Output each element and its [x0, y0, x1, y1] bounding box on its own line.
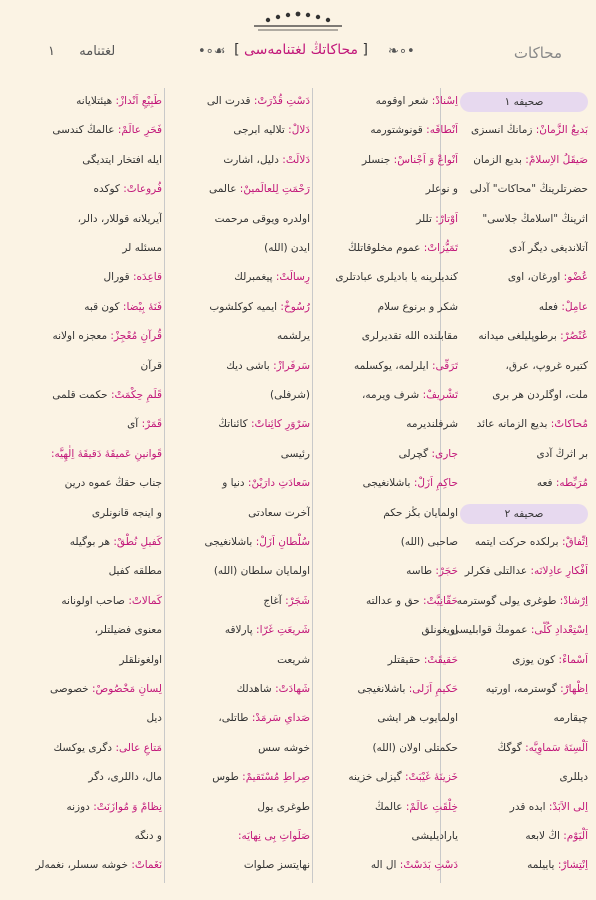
glossary-entry	[22, 825, 162, 847]
glossary-definition: اثرینڭ "اسلامڭ جلاسى"	[482, 212, 588, 225]
glossary-definition: پارلاقه	[224, 624, 257, 637]
glossary-term: اِسْتِعْدادِ كُلّی:	[530, 624, 588, 637]
glossary-entry	[448, 384, 588, 406]
glossary-definition: كائناتڭ	[218, 418, 252, 431]
glossary-term: دَسْتِ قُدْرَتْ:	[253, 95, 310, 107]
glossary-definition: و دنگه	[134, 830, 162, 842]
glossary-entry	[318, 854, 458, 876]
glossary-entry	[170, 590, 310, 612]
glossary-definition: طوغرى یولى گوسترمه	[456, 594, 560, 607]
glossary-entry	[318, 502, 458, 524]
glossary-definition: صاحبى (الله)	[400, 536, 458, 548]
glossary-entry	[318, 296, 458, 318]
header-ornament	[248, 8, 348, 34]
glossary-entry	[448, 825, 588, 847]
glossary-column-4	[22, 90, 162, 890]
glossary-term: اَلْیَوْم:	[563, 830, 588, 842]
glossary-entry	[22, 531, 162, 553]
glossary-definition: ایمیه كوكلشوب	[209, 300, 281, 313]
header-left	[48, 44, 115, 59]
glossary-definition: شرف ویرمه،	[361, 389, 423, 401]
glossary-term: رَحْمَتِ لِلعالَمینْ:	[239, 183, 310, 196]
glossary-term: اِلی الاَبَدْ:	[548, 800, 588, 813]
column-divider	[312, 88, 313, 883]
glossary-term: نِظامْ وَ مُوازَنَتْ:	[93, 800, 162, 813]
glossary-definition: اورغان، اوی	[507, 271, 564, 284]
glossary-term: عُضْو:	[563, 271, 588, 284]
glossary-definition: یارادیلیشى	[411, 830, 458, 842]
glossary-entry	[318, 266, 458, 288]
glossary-term: رُسُوخْ:	[280, 300, 310, 313]
glossary-definition: دگرى یوكسك	[53, 741, 116, 754]
glossary-definition: شریعت	[277, 653, 310, 666]
glossary-entry	[22, 707, 162, 729]
glossary-term: صَدایِ سَرمَدْ:	[251, 712, 310, 725]
glossary-definition: شاهدلك	[236, 683, 276, 695]
glossary-definition: فعه	[536, 477, 556, 490]
column-divider	[164, 88, 165, 883]
glossary-definition: قرآن	[140, 359, 162, 372]
glossary-entry	[448, 619, 588, 641]
glossary-entry	[448, 796, 588, 818]
glossary-definition: اولدره ویوقى مرحمت	[214, 212, 310, 225]
glossary-term: تَشْریفْ:	[422, 389, 458, 401]
glossary-definition: بر اثرڭ آدى	[536, 447, 588, 460]
glossary-definition: جناب حقڭ عموه درين	[64, 477, 162, 490]
glossary-entry	[448, 413, 588, 435]
glossary-definition: باشلانغیجى	[357, 683, 409, 695]
glossary-term: شَهادَتْ:	[275, 683, 310, 695]
glossary-definition: زمانڭ انسىزى	[471, 124, 536, 137]
glossary-definition: گوگڭ	[497, 741, 526, 754]
glossary-definition: و اينجه قانونلرى	[91, 506, 162, 519]
glossary-entry	[22, 766, 162, 788]
glossary-entry	[318, 119, 458, 141]
glossary-definition: عالمڭ	[374, 800, 406, 813]
glossary-definition: هر بوگیله	[69, 536, 114, 548]
glossary-definition: آغاج	[263, 594, 286, 607]
glossary-entry	[22, 649, 162, 671]
glossary-term: اِنْتِشارْ:	[557, 859, 588, 872]
glossary-definition: دنیا و	[222, 477, 248, 490]
glossary-definition: كون قبه	[84, 300, 123, 313]
glossary-entry	[318, 796, 458, 818]
glossary-term: فَحَرِ عالَمْ:	[117, 124, 162, 137]
glossary-definition: باشلانغیجى	[204, 536, 256, 548]
glossary-term: صَلَواتِ بِی نِهایَه:	[237, 830, 310, 842]
glossary-entry	[448, 766, 588, 788]
glossary-entry	[170, 119, 310, 141]
glossary-definition: اویغونلق	[421, 624, 458, 637]
glossary-definition: قورال	[103, 271, 133, 284]
glossary-term: تَمَیُّزاتْ:	[423, 242, 458, 254]
glossary-term: حَقیقَتْ:	[423, 653, 458, 666]
glossary-definition: عالمى	[208, 183, 240, 196]
glossary-term: قَلَمِ حِكْمَتْ:	[110, 389, 162, 401]
glossary-definition: اولمایان سلطان (الله)	[213, 565, 310, 578]
glossary-term: سَرْوَرِ كائِناتْ:	[251, 418, 310, 431]
glossary-definition: كتیره غروپ، عرق،	[505, 359, 588, 372]
glossary-entry	[318, 384, 458, 406]
glossary-definition: دلیل، اشارت	[223, 153, 283, 166]
glossary-term: صِراطِ مُسْتَقیمْ:	[242, 771, 310, 784]
glossary-term: عُنْصُرْ:	[560, 330, 588, 343]
glossary-entry	[448, 296, 588, 318]
glossary-entry	[170, 796, 310, 818]
glossary-definition: حكمتلى اولان (الله)	[372, 741, 458, 754]
glossary-entry	[170, 825, 310, 847]
glossary-entry	[318, 149, 458, 171]
glossary-definition: جنسلر	[362, 153, 394, 166]
glossary-term: اَنْواعْ وَ اَجْناسْ:	[393, 153, 458, 166]
glossary-definition: حق و عدالته	[366, 594, 424, 607]
glossary-term: جاری:	[431, 447, 458, 460]
glossary-entry	[318, 443, 458, 465]
glossary-definition: چیقارمه	[553, 712, 588, 725]
glossary-entry	[318, 237, 458, 259]
glossary-term: دَسْتِ بَدَسْتْ:	[399, 859, 458, 872]
glossary-definition: پیغمبرلك	[234, 271, 276, 284]
glossary-definition: طاتلى،	[218, 712, 252, 725]
glossary-term: صَیقَلُ الاِسلامْ:	[525, 153, 588, 166]
glossary-definition: حكمت قلمى	[52, 389, 111, 401]
glossary-entry	[318, 678, 458, 700]
glossary-definition: ایلرلمه، یوكسلمه	[354, 359, 432, 372]
glossary-entry	[170, 325, 310, 347]
glossary-definition: عموم مخلوقاتلڭ	[347, 242, 424, 254]
glossary-definition: بدیع الزمانه عائد	[476, 418, 551, 431]
glossary-term: كَفیلِ نُطْقْ:	[113, 536, 162, 548]
glossary-term: كَمالاتْ:	[128, 594, 162, 607]
glossary-entry	[170, 766, 310, 788]
glossary-definition: قدرت الى	[206, 95, 254, 107]
glossary-entry	[170, 208, 310, 230]
glossary-term: بَدیعُ الزَّمانْ:	[535, 124, 588, 137]
page-title-text: محاكاتڭ لغتنامەسى	[243, 42, 359, 58]
glossary-entry	[448, 266, 588, 288]
glossary-term: حَكیمِ اَزَلی:	[408, 683, 458, 695]
glossary-entry	[22, 443, 162, 465]
glossary-definition: حقیقتلر	[387, 653, 424, 666]
glossary-definition: تللر	[416, 212, 436, 225]
glossary-term: مُحاكاتْ:	[550, 418, 588, 431]
glossary-definition: آى	[127, 418, 142, 431]
glossary-definition: (شرفلى)	[269, 389, 310, 401]
glossary-entry	[170, 707, 310, 729]
glossary-term: حَجَرْ:	[435, 565, 458, 578]
glossary-entry	[170, 355, 310, 377]
glossary-definition: بدیع الزمان	[473, 153, 526, 166]
glossary-entry	[22, 737, 162, 759]
glossary-term: طَبِیْعِ اَنْدازْ:	[115, 95, 162, 107]
glossary-definition: هیئتلایانه	[76, 95, 116, 107]
glossary-term: لِسانِ مَخْصُوصْ:	[92, 683, 162, 695]
glossary-entry	[170, 678, 310, 700]
glossary-entry	[22, 560, 162, 582]
glossary-entry	[170, 237, 310, 259]
glossary-entry	[318, 531, 458, 553]
glossary-term: فَنَهٔ بِیْضا:	[122, 300, 162, 313]
page-header	[0, 38, 596, 74]
glossary-definition: ال اله	[370, 859, 400, 872]
glossary-entry	[22, 237, 162, 259]
glossary-entry	[170, 90, 310, 112]
glossary-entry	[318, 208, 458, 230]
glossary-entry	[170, 472, 310, 494]
glossary-term: شَریعَتِ غَرّا:	[256, 624, 310, 637]
page-section-badge: صحیفه ٢	[460, 504, 588, 524]
glossary-term: سَعادَتِ دارَیْنْ:	[247, 477, 310, 490]
glossary-entry	[448, 590, 588, 612]
glossary-term: اِرْشادْ:	[559, 594, 588, 607]
title-flourish-left-icon: •∘☙	[198, 44, 226, 59]
glossary-term: اِظْهارْ:	[560, 683, 588, 695]
glossary-entry	[448, 119, 588, 141]
glossary-entry	[170, 296, 310, 318]
glossary-term: اَسْماءْ:	[558, 653, 588, 666]
glossary-definition: عالمڭ كندسى	[52, 124, 118, 137]
glossary-term: قَوانینِ عَمیقَهٔ دَقیقَهٔ اِلٰهِیَّه:	[51, 447, 162, 460]
glossary-definition: اولغونلقلر	[119, 653, 162, 666]
glossary-entry	[170, 649, 310, 671]
glossary-entry	[448, 678, 588, 700]
glossary-definition: آتلاندیغى دیگر آدى	[509, 242, 588, 254]
glossary-entry	[448, 208, 588, 230]
glossary-definition: یاییلمه	[527, 859, 558, 872]
glossary-entry	[318, 355, 458, 377]
glossary-term: قاعِدَه:	[132, 271, 162, 284]
glossary-entry	[448, 178, 588, 200]
glossary-entry	[170, 619, 310, 641]
glossary-entry	[448, 737, 588, 759]
page-section-badge: صحیفه ١	[460, 92, 588, 112]
glossary-entry	[22, 266, 162, 288]
glossary-definition: برلكده حركت ایتمه	[474, 536, 562, 548]
glossary-term: اَلْسِنَهٔ سَماوِیَّه:	[525, 741, 588, 754]
glossary-term: سَرفَرازْ:	[273, 359, 310, 372]
glossary-entry	[22, 178, 162, 200]
glossary-term: حَقّانِیَّتْ:	[423, 594, 458, 607]
glossary-definition: نهایتسز صلوات	[243, 859, 310, 872]
glossary-entry	[318, 707, 458, 729]
glossary-entry	[318, 472, 458, 494]
glossary-entry	[448, 560, 588, 582]
glossary-entry	[318, 737, 458, 759]
glossary-definition: طوس	[212, 771, 243, 784]
glossary-definition: مال، داللرى، دگر	[88, 771, 162, 784]
glossary-entry	[448, 854, 588, 876]
glossary-term: عامِلْ:	[561, 300, 588, 313]
glossary-term: شَجَرْ:	[285, 594, 310, 607]
glossary-entry	[318, 90, 458, 112]
glossary-definition: گوسترمه، اورتیه	[485, 683, 561, 695]
glossary-definition: دوزنه	[66, 800, 94, 813]
glossary-definition: مطلقه كفیل	[108, 565, 162, 578]
glossary-definition: آیریلانه قوللار، دالر،	[77, 212, 162, 225]
glossary-definition: تلالیه ابرجی	[233, 124, 289, 137]
glossary-term: دَلالْ:	[288, 124, 310, 137]
glossary-term: حاكِمِ اَزَلْ:	[413, 477, 458, 490]
glossary-entry	[448, 472, 588, 494]
glossary-definition: ایله افتخار ایتدیگى	[82, 153, 162, 166]
glossary-definition: رئیسى	[280, 447, 310, 460]
glossary-entry	[22, 325, 162, 347]
glossary-entry	[22, 796, 162, 818]
glossary-definition: عمومڭ قوابلیسى	[450, 624, 531, 637]
glossary-term: خِلْقَتِ عالَمْ:	[405, 800, 458, 813]
glossary-definition: طاسه	[406, 565, 436, 578]
title-flourish-right-icon: ❧∘•	[388, 44, 415, 59]
glossary-definition: طوغرى یول	[257, 800, 310, 813]
glossary-definition: ابده قدر	[509, 800, 549, 813]
glossary-entry	[318, 325, 458, 347]
glossary-term: اَفْكارِ عادِلانَه:	[530, 565, 588, 578]
glossary-definition: اڭ لابعه	[525, 830, 564, 842]
glossary-definition: یرلشمه	[277, 330, 310, 343]
glossary-definition: حضرتلرینڭ "محاكات" آدلى	[469, 183, 588, 196]
glossary-term: فُروعاتْ:	[123, 183, 162, 196]
glossary-entry	[448, 531, 588, 553]
glossary-entry	[170, 854, 310, 876]
glossary-definition: كوكده	[93, 183, 124, 196]
glossary-entry	[170, 531, 310, 553]
glossary-column-1	[448, 90, 588, 890]
glossary-definition: كنديلرينه يا باديلرى عبادتلرى	[335, 271, 458, 284]
glossary-column-3	[170, 90, 310, 890]
glossary-term: اَنْطاقَه:	[426, 124, 458, 137]
header-left-title: لغتنامه	[79, 44, 116, 59]
glossary-entry	[22, 502, 162, 524]
glossary-definition: باشى دیك	[226, 359, 274, 372]
glossary-definition: گیزلى خزینه	[348, 771, 405, 784]
glossary-term: مُرَبِّطه:	[555, 477, 588, 490]
glossary-term: اَوْتارْ:	[435, 212, 458, 225]
glossary-definition: خوشه سسلر، نغمەلر	[35, 859, 132, 872]
glossary-entry	[22, 619, 162, 641]
glossary-term: قُرآنِ مُعْجِزْ:	[110, 330, 162, 343]
glossary-definition: صاحب اولونانه	[61, 594, 129, 607]
glossary-definition: قونوشتورمه	[370, 124, 427, 137]
glossary-definition: اولمایوب هر ایشى	[377, 712, 458, 725]
glossary-definition: شرفلندیرمه	[406, 418, 458, 431]
glossary-entry	[448, 149, 588, 171]
glossary-entry	[22, 90, 162, 112]
glossary-definition: عدالتلى فكرلر	[464, 565, 531, 578]
glossary-column-2	[318, 90, 458, 890]
glossary-entry	[170, 737, 310, 759]
glossary-term: مَتاعِ عالی:	[115, 741, 162, 754]
glossary-entry	[448, 237, 588, 259]
glossary-definition: شعر اوقومه	[375, 95, 432, 107]
glossary-entry	[170, 413, 310, 435]
glossary-definition: فعله	[538, 300, 562, 313]
glossary-term: دَلالَتْ:	[282, 153, 310, 166]
glossary-definition: برطوپلیلغى میدانه	[478, 330, 561, 343]
glossary-entry	[318, 825, 458, 847]
glossary-entry	[22, 208, 162, 230]
glossary-entry	[318, 649, 458, 671]
glossary-definition: معنوى فضیلتلر،	[94, 624, 162, 637]
glossary-definition: ایدن (الله)	[264, 242, 310, 254]
glossary-entry	[318, 590, 458, 612]
glossary-definition: دیللرى	[559, 771, 588, 784]
glossary-entry	[22, 472, 162, 494]
glossary-entry	[170, 443, 310, 465]
glossary-entry	[170, 560, 310, 582]
glossary-entry	[22, 678, 162, 700]
glossary-definition: مسئله لر	[122, 242, 162, 254]
glossary-definition: معجزه اولانه	[52, 330, 111, 343]
glossary-definition: كون یوزى	[512, 653, 559, 666]
glossary-entry	[318, 413, 458, 435]
glossary-entry	[22, 590, 162, 612]
glossary-entry	[170, 502, 310, 524]
glossary-entry	[22, 854, 162, 876]
glossary-entry	[170, 178, 310, 200]
glossary-definition: شكر و برنوع سلام	[377, 300, 458, 313]
glossary-entry	[448, 443, 588, 465]
glossary-entry	[22, 149, 162, 171]
glossary-entry	[448, 707, 588, 729]
glossary-definition: آخرت سعادتى	[248, 506, 310, 519]
header-right-title: محاكات	[513, 44, 562, 62]
glossary-entry	[22, 384, 162, 406]
glossary-entry	[448, 325, 588, 347]
glossary-entry	[22, 355, 162, 377]
glossary-definition: گچرلى	[398, 447, 432, 460]
glossary-entry	[318, 766, 458, 788]
glossary-term: خَزینَهٔ غَیْبَتْ:	[404, 771, 458, 784]
glossary-definition: و نوعلر	[425, 183, 458, 196]
glossary-entry	[448, 649, 588, 671]
glossary-definition: مقابلنده الله تقدیرلرى	[361, 330, 458, 343]
glossary-term: سُلْطانِ اَزَلْ:	[255, 536, 310, 548]
glossary-term: قَمَرْ:	[141, 418, 162, 431]
glossary-entry	[170, 384, 310, 406]
page-number: ١	[48, 44, 55, 59]
glossary-term: نَغَماتْ:	[131, 859, 162, 872]
glossary-definition: خصوصى	[49, 683, 93, 695]
glossary-entry	[22, 296, 162, 318]
glossary-entry	[318, 178, 458, 200]
glossary-entry	[22, 119, 162, 141]
glossary-entry	[448, 355, 588, 377]
glossary-entry	[170, 266, 310, 288]
glossary-term: اِتِّفاقْ:	[561, 536, 588, 548]
glossary-term: اِسْنادْ:	[431, 95, 458, 107]
glossary-definition: باشلانغیجى	[362, 477, 414, 490]
glossary-entry	[170, 149, 310, 171]
glossary-term: رِسالَتْ:	[275, 271, 310, 284]
glossary-definition: اولمایان بڭز حكم	[383, 506, 458, 519]
glossary-definition: ملت، اوگلردن هر برى	[492, 389, 588, 401]
glossary-entry	[22, 413, 162, 435]
glossary-definition: دیل	[146, 712, 162, 725]
glossary-entry	[318, 619, 458, 641]
page-title: [ محاكاتڭ لغتنامەسى ]	[234, 42, 368, 58]
glossary-entry	[318, 560, 458, 582]
glossary-term: تَرَقّی:	[431, 359, 458, 372]
glossary-definition: خوشه سس	[258, 741, 310, 754]
